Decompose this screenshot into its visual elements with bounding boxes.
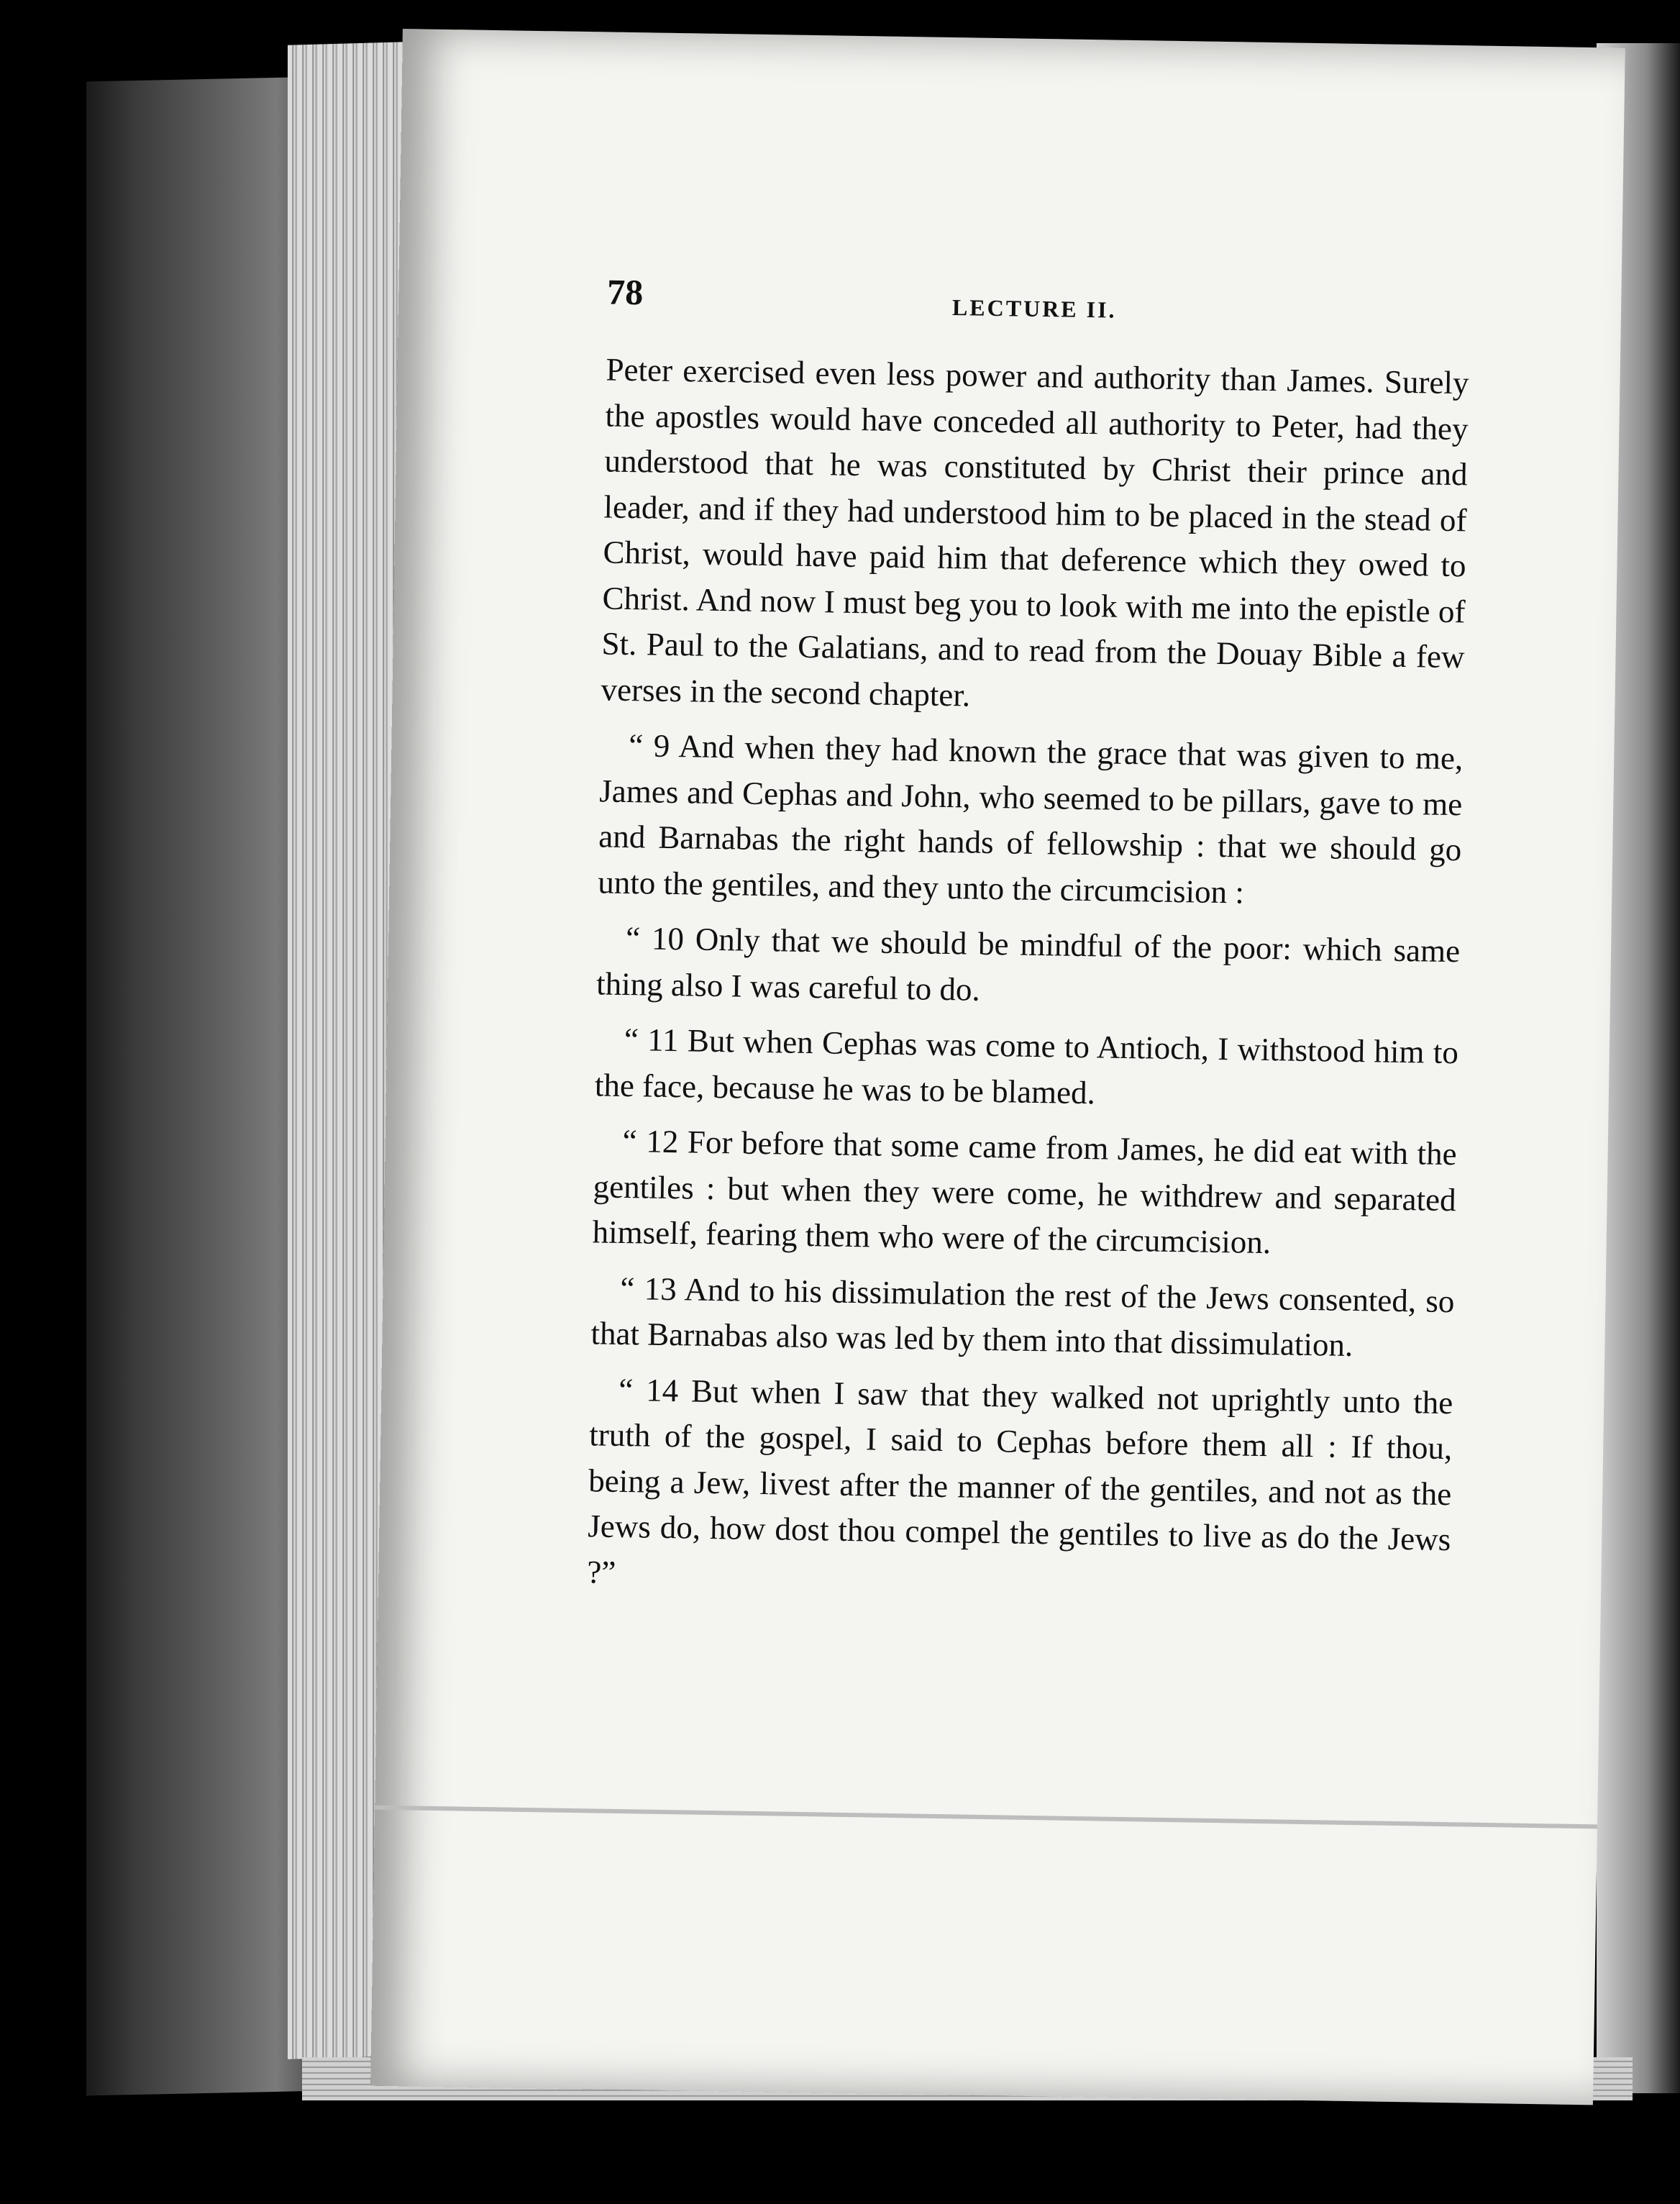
verse-paragraph: “ 10 Only that we should be mindful of the poor: which same thing also I was careful to do. (595, 920, 1461, 1008)
verse-paragraph: “ 11 But when Cephas was come to Antioch, I withstood him to the face, because he was to be blamed. (594, 1021, 1459, 1111)
verse-paragraph: “ 12 For before that some came from James, he did eat with the gentiles : but when they were come, he withdrew and separated himself, fearing them who were of the circumcision. (592, 1122, 1458, 1261)
paragraph: Peter exercised even less power and authority than James. Surely the apostles would have conceded all authority to Peter, had they understood that he was constituted by Christ their prince and leader, and if they had understood him to be placed in the stead of Christ, would have paid him that deference which they owed to Christ. And now I must beg you to look with me into the epistle of St. Paul to the Galatians, and to read from the Douay Bible a few verses in the second chapter. (601, 351, 1469, 714)
verse-paragraph: “ 14 But when I saw that they walked not uprightly unto the truth of the gospel, I said to Cephas before them all : If thou, being a Jew, livest after the manner of the gentiles, and not as the Jews do, how dost thou compel the gentiles to live as do the Jews ?” (586, 1371, 1453, 1590)
text-block (587, 270, 1471, 1609)
verse-paragraph: “ 9 And when they had known the grace that was given to me, James and Cephas and John, who seemed to be pillars, gave to me and Barnabas the right hands of fellowship : that we should go unto the gentiles, and they unto the circumcision : (598, 727, 1464, 911)
page-header (607, 270, 1471, 341)
running-head: LECTURE II. (951, 294, 1117, 323)
verse-paragraph: “ 13 And to his dissimulation the rest of the Jews consented, so that Barnabas also was led by them into that dissimulation. (590, 1270, 1455, 1363)
book-page (370, 29, 1625, 2105)
page-number: 78 (606, 271, 644, 313)
